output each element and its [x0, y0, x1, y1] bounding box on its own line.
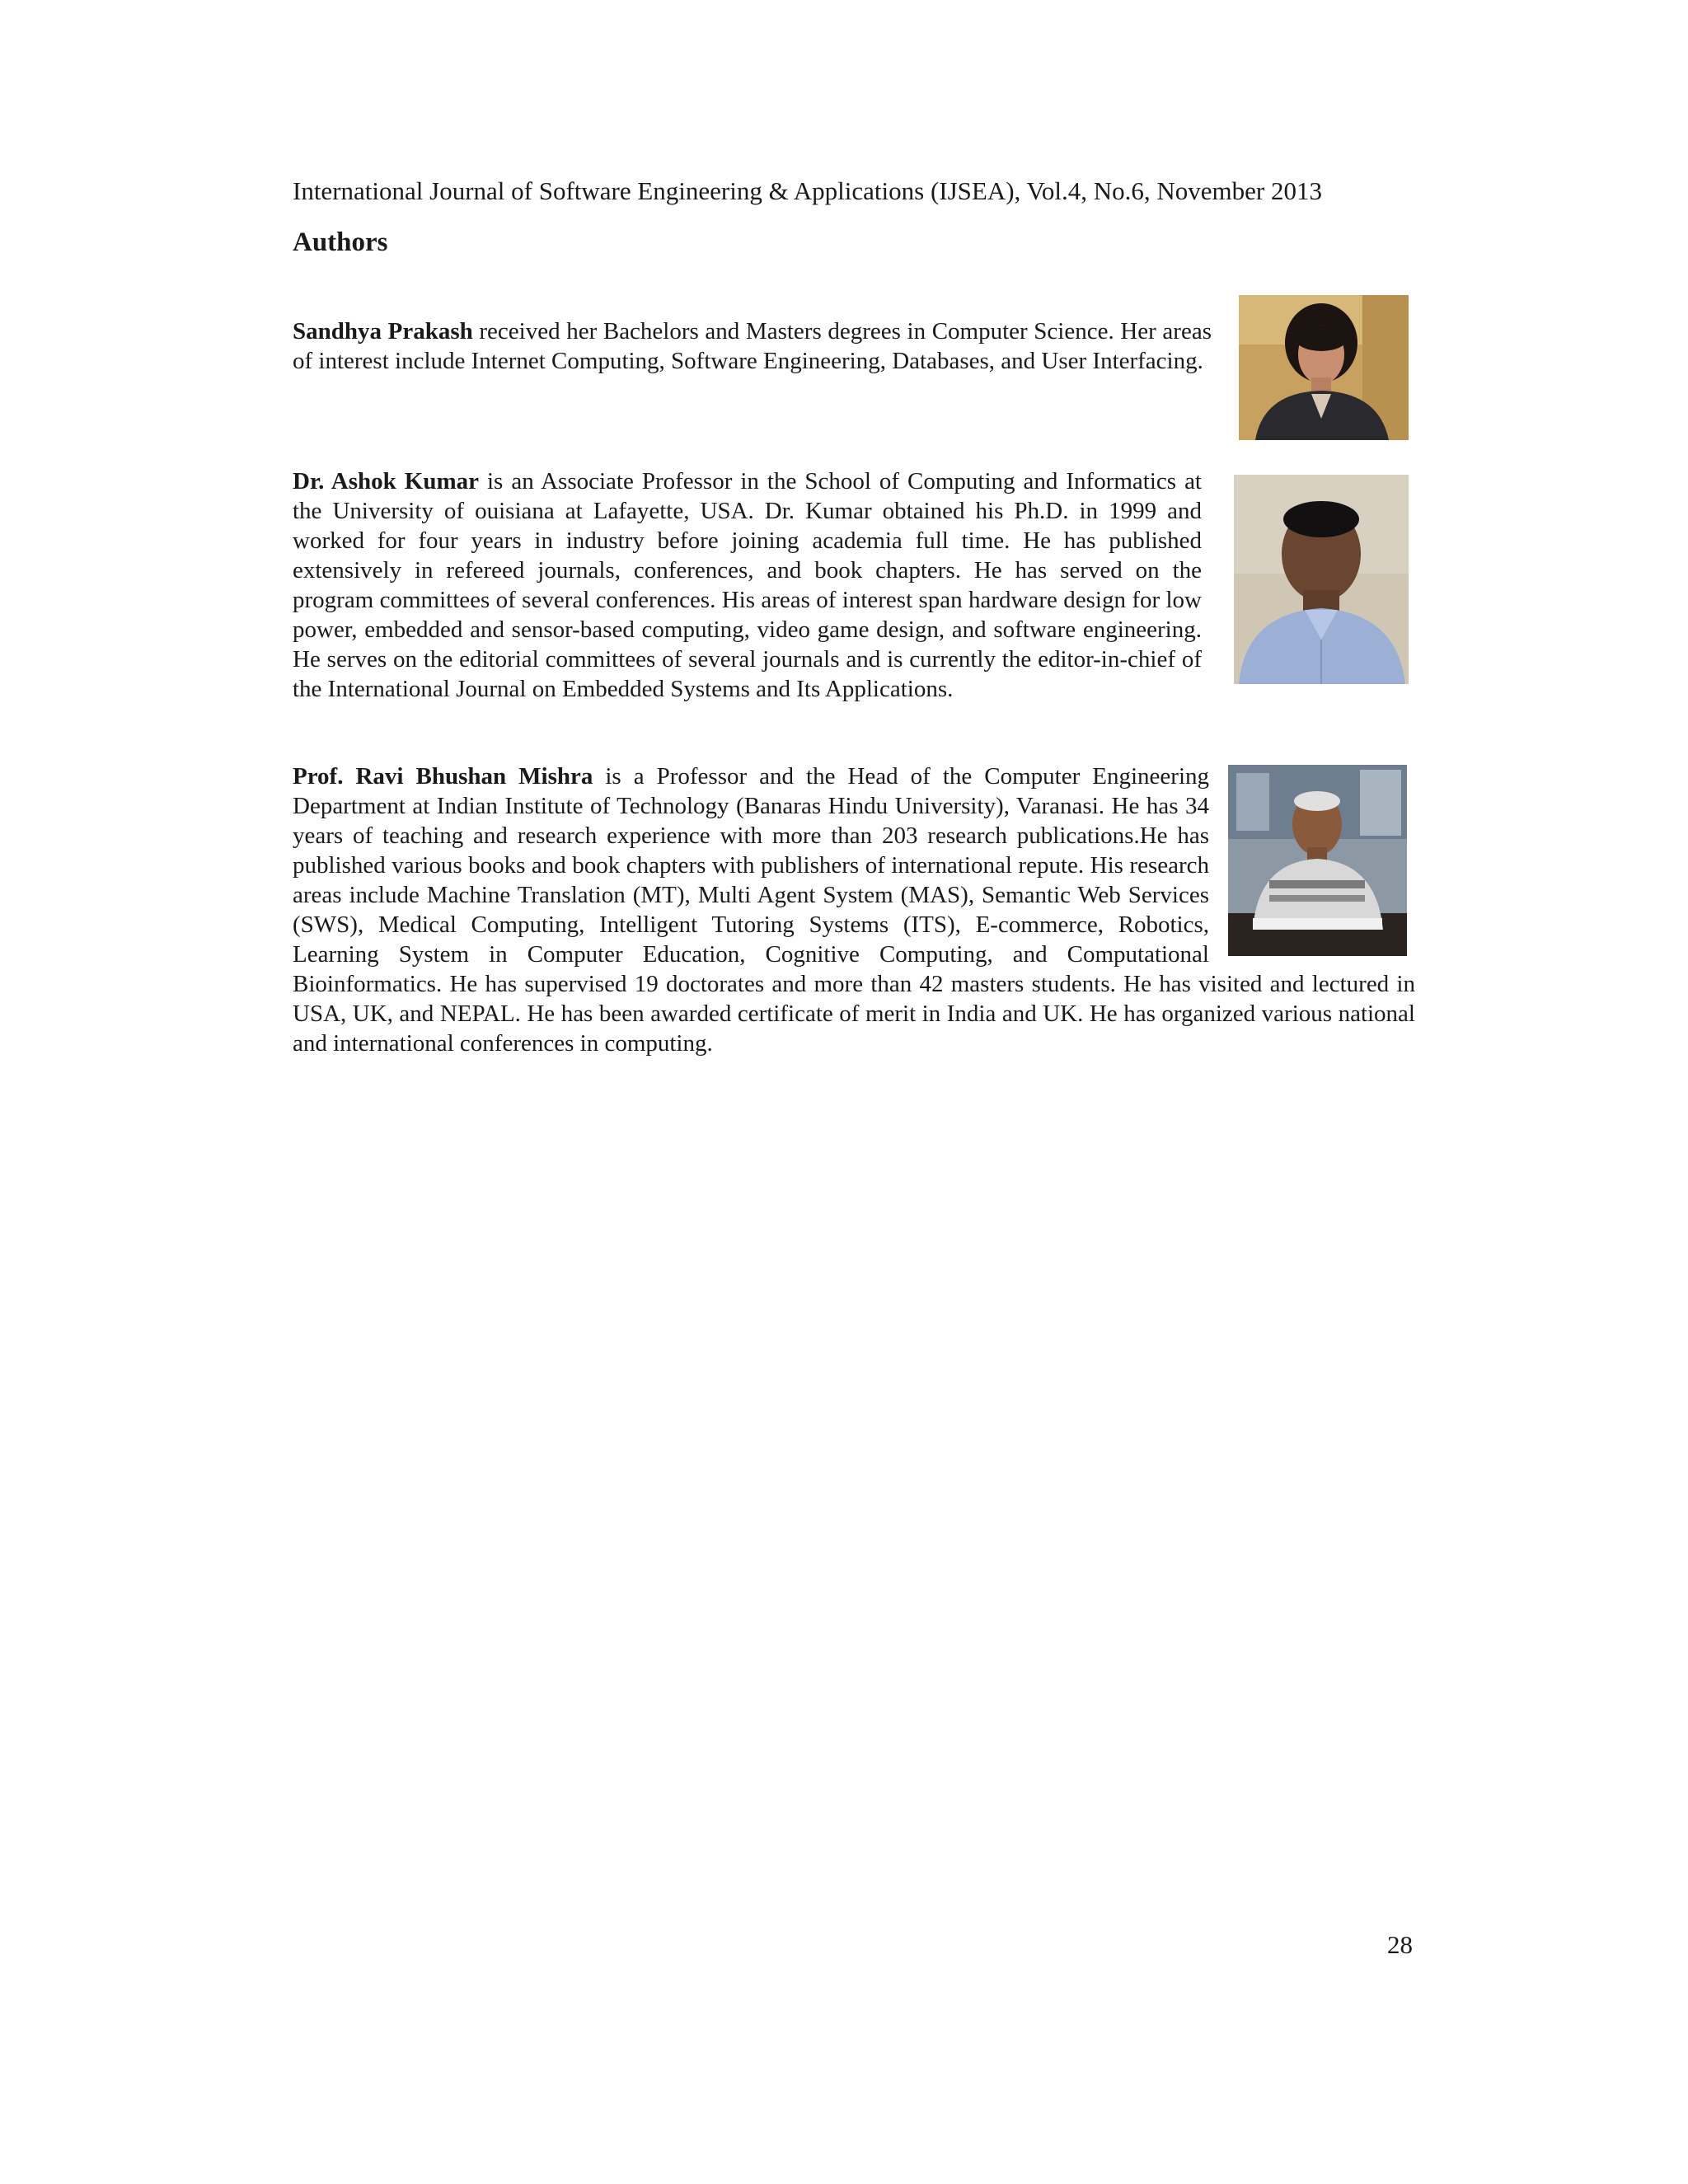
author-photo-ashok-kumar [1234, 475, 1409, 684]
author-name: Dr. Ashok Kumar [293, 468, 479, 494]
author-bio-text: is a Professor and the Head of the Computer Engineering Department at Indian Institute of Technology (Banaras Hindu University), Varanasi. He has 34 years of teaching and research experience with more than 203 research publications.He has published various books and book chapters with publishers of international repute. His research areas include Machine Translation (MT), Multi Agent System (MAS), Semantic Web Services (SWS), Medical Computing, Intelligent Tutoring Systems (ITS), E-commerce, Robotics, Learning System in Computer Education, Cognitive Computing, and Computational Bioinformatics. He has supervised 19 doctorates and more than 42 masters students. He has visited and lectured in USA, UK, and NEPAL. He has been awarded certificate of merit in India and UK. He has organized various national and international conferences in computing. [293, 763, 1415, 1057]
author-bio-text: is an Associate Professor in the School of Computing and Informatics at the University of ouisiana at Lafayette, USA. Dr. Kumar obtained his Ph.D. in 1999 and worked for four years in industry before joining academia full time. He has published extensively in refereed journals, conferences, and book chapters. He has served on the program committees of several conferences. His areas of interest span hardware design for low power, embedded and sensor-based computing, video game design, and software engineering. He serves on the editorial committees of several journals and is currently the editor-in-chief of the International Journal on Embedded Systems and Its Applications. [293, 468, 1202, 702]
author-bio-ashok-kumar [293, 466, 1202, 704]
author-photo-sandhya-prakash [1239, 295, 1409, 440]
section-title: Authors [293, 227, 388, 257]
author-bio-text: received her Bachelors and Masters degrees in Computer Science. Her areas of interest include Internet Computing, Software Engineering, Databases, and User Interfacing. [293, 318, 1212, 374]
author-bio-sandhya-prakash [293, 316, 1212, 376]
running-header: International Journal of Software Engineering & Applications (IJSEA), Vol.4, No.6, November 2013 [293, 176, 1322, 205]
author-name: Prof. Ravi Bhushan Mishra [293, 763, 593, 790]
page-number: 28 [1387, 1930, 1413, 1959]
author-name: Sandhya Prakash [293, 318, 473, 344]
author-bio-ravi-bhushan-mishra [293, 762, 1415, 1058]
